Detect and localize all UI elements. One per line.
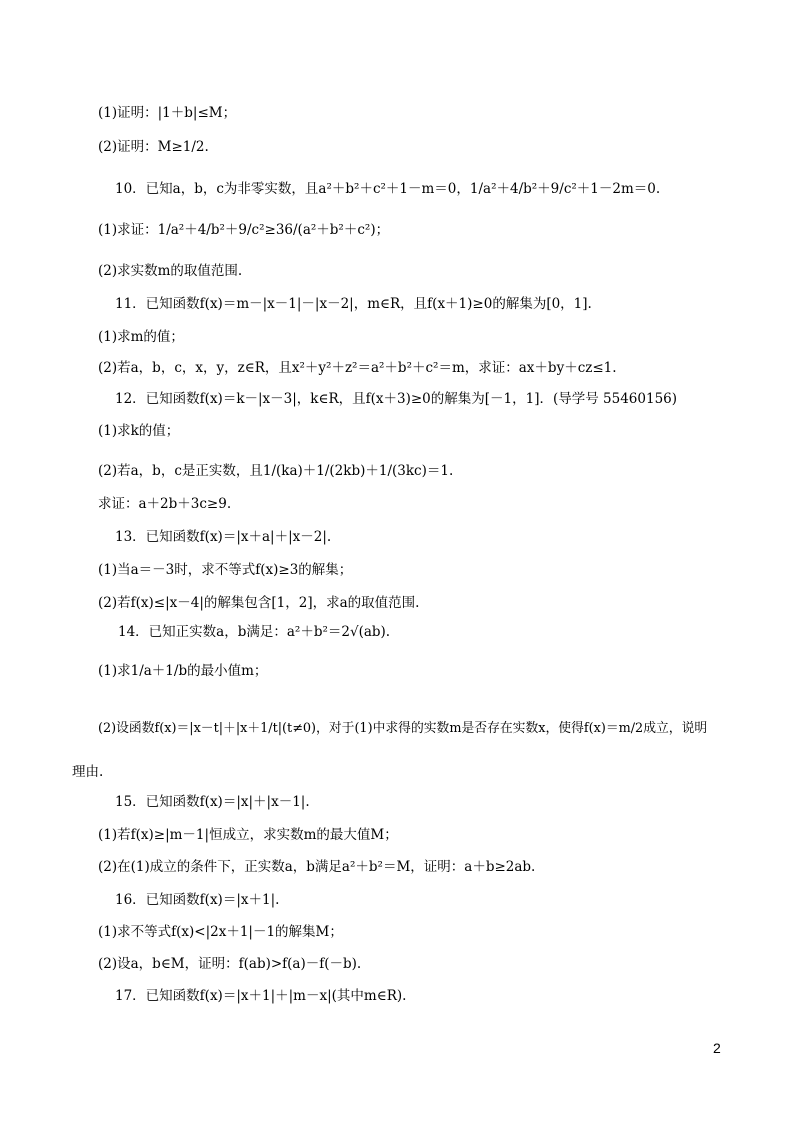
text-line: 14．已知正实数a，b满足：a²＋b²＝2√(ab). [118,624,391,640]
text-line: (1)求证：1/a²＋4/b²＋9/c²≥36/(a²＋b²＋c²)； [98,222,390,238]
text-line: 13．已知函数f(x)＝|x＋a|＋|x－2|. [115,529,332,545]
text-line: (2)证明：M≥1/2. [98,139,209,155]
text-line: (2)若a，b，c是正实数，且1/(ka)＋1/(2kb)＋1/(3kc)＝1. [98,463,454,479]
text-line: (1)证明：|1＋b|≤M； [98,105,237,121]
text-line: 15．已知函数f(x)＝|x|＋|x－1|. [115,794,310,810]
text-line: 理由. [72,764,104,780]
text-line: 17．已知函数f(x)＝|x＋1|＋|m－x|(其中m∈R). [115,988,407,1004]
text-line: (2)在(1)成立的条件下，正实数a，b满足a²＋b²＝M，证明：a＋b≥2ab. [98,859,536,875]
text-line: (1)求m的值； [98,329,184,345]
text-line: 16．已知函数f(x)＝|x＋1|. [115,892,280,908]
text-line: (2)求实数m的取值范围. [98,263,243,279]
text-line: 11．已知函数f(x)＝m－|x－1|－|x－2|，m∈R，且f(x＋1)≥0的解集为[0，1]. [115,296,592,312]
text-line: (1)求1/a＋1/b的最小值m； [98,663,268,679]
text-line: (2)设a，b∈M，证明：f(ab)>f(a)－f(－b). [98,956,362,972]
text-line: (1)求不等式f(x)<|2x＋1|－1的解集M； [98,924,343,940]
text-line: 10．已知a，b，c为非零实数，且a²＋b²＋c²＋1－m＝0，1/a²＋4/b²＋9/c²＋1－2m＝0. [115,181,661,197]
text-line: (1)当a＝－3时，求不等式f(x)≥3的解集； [98,562,353,578]
text-line: (1)求k的值； [98,423,180,439]
text-line: 12．已知函数f(x)＝k－|x－3|，k∈R，且f(x＋3)≥0的解集为[－1，1]．(导学号 55460156) [115,391,678,407]
text-line: 求证：a＋2b＋3c≥9. [98,496,232,512]
text-line: (2)若f(x)≤|x－4|的解集包含[1，2]，求a的取值范围. [98,595,420,611]
page-number: 2 [713,1040,721,1056]
text-line: (2)设函数f(x)＝|x－t|＋|x＋1/t|(t≠0)，对于(1)中求得的实数m是否存在实数x，使得f(x)＝m/2成立，说明 [98,721,708,736]
text-line: (2)若a，b，c，x，y，z∈R，且x²＋y²＋z²＝a²＋b²＋c²＝m，求证：ax＋by＋cz≤1. [98,360,617,376]
text-line: (1)若f(x)≥|m－1|恒成立，求实数m的最大值M； [98,827,398,843]
